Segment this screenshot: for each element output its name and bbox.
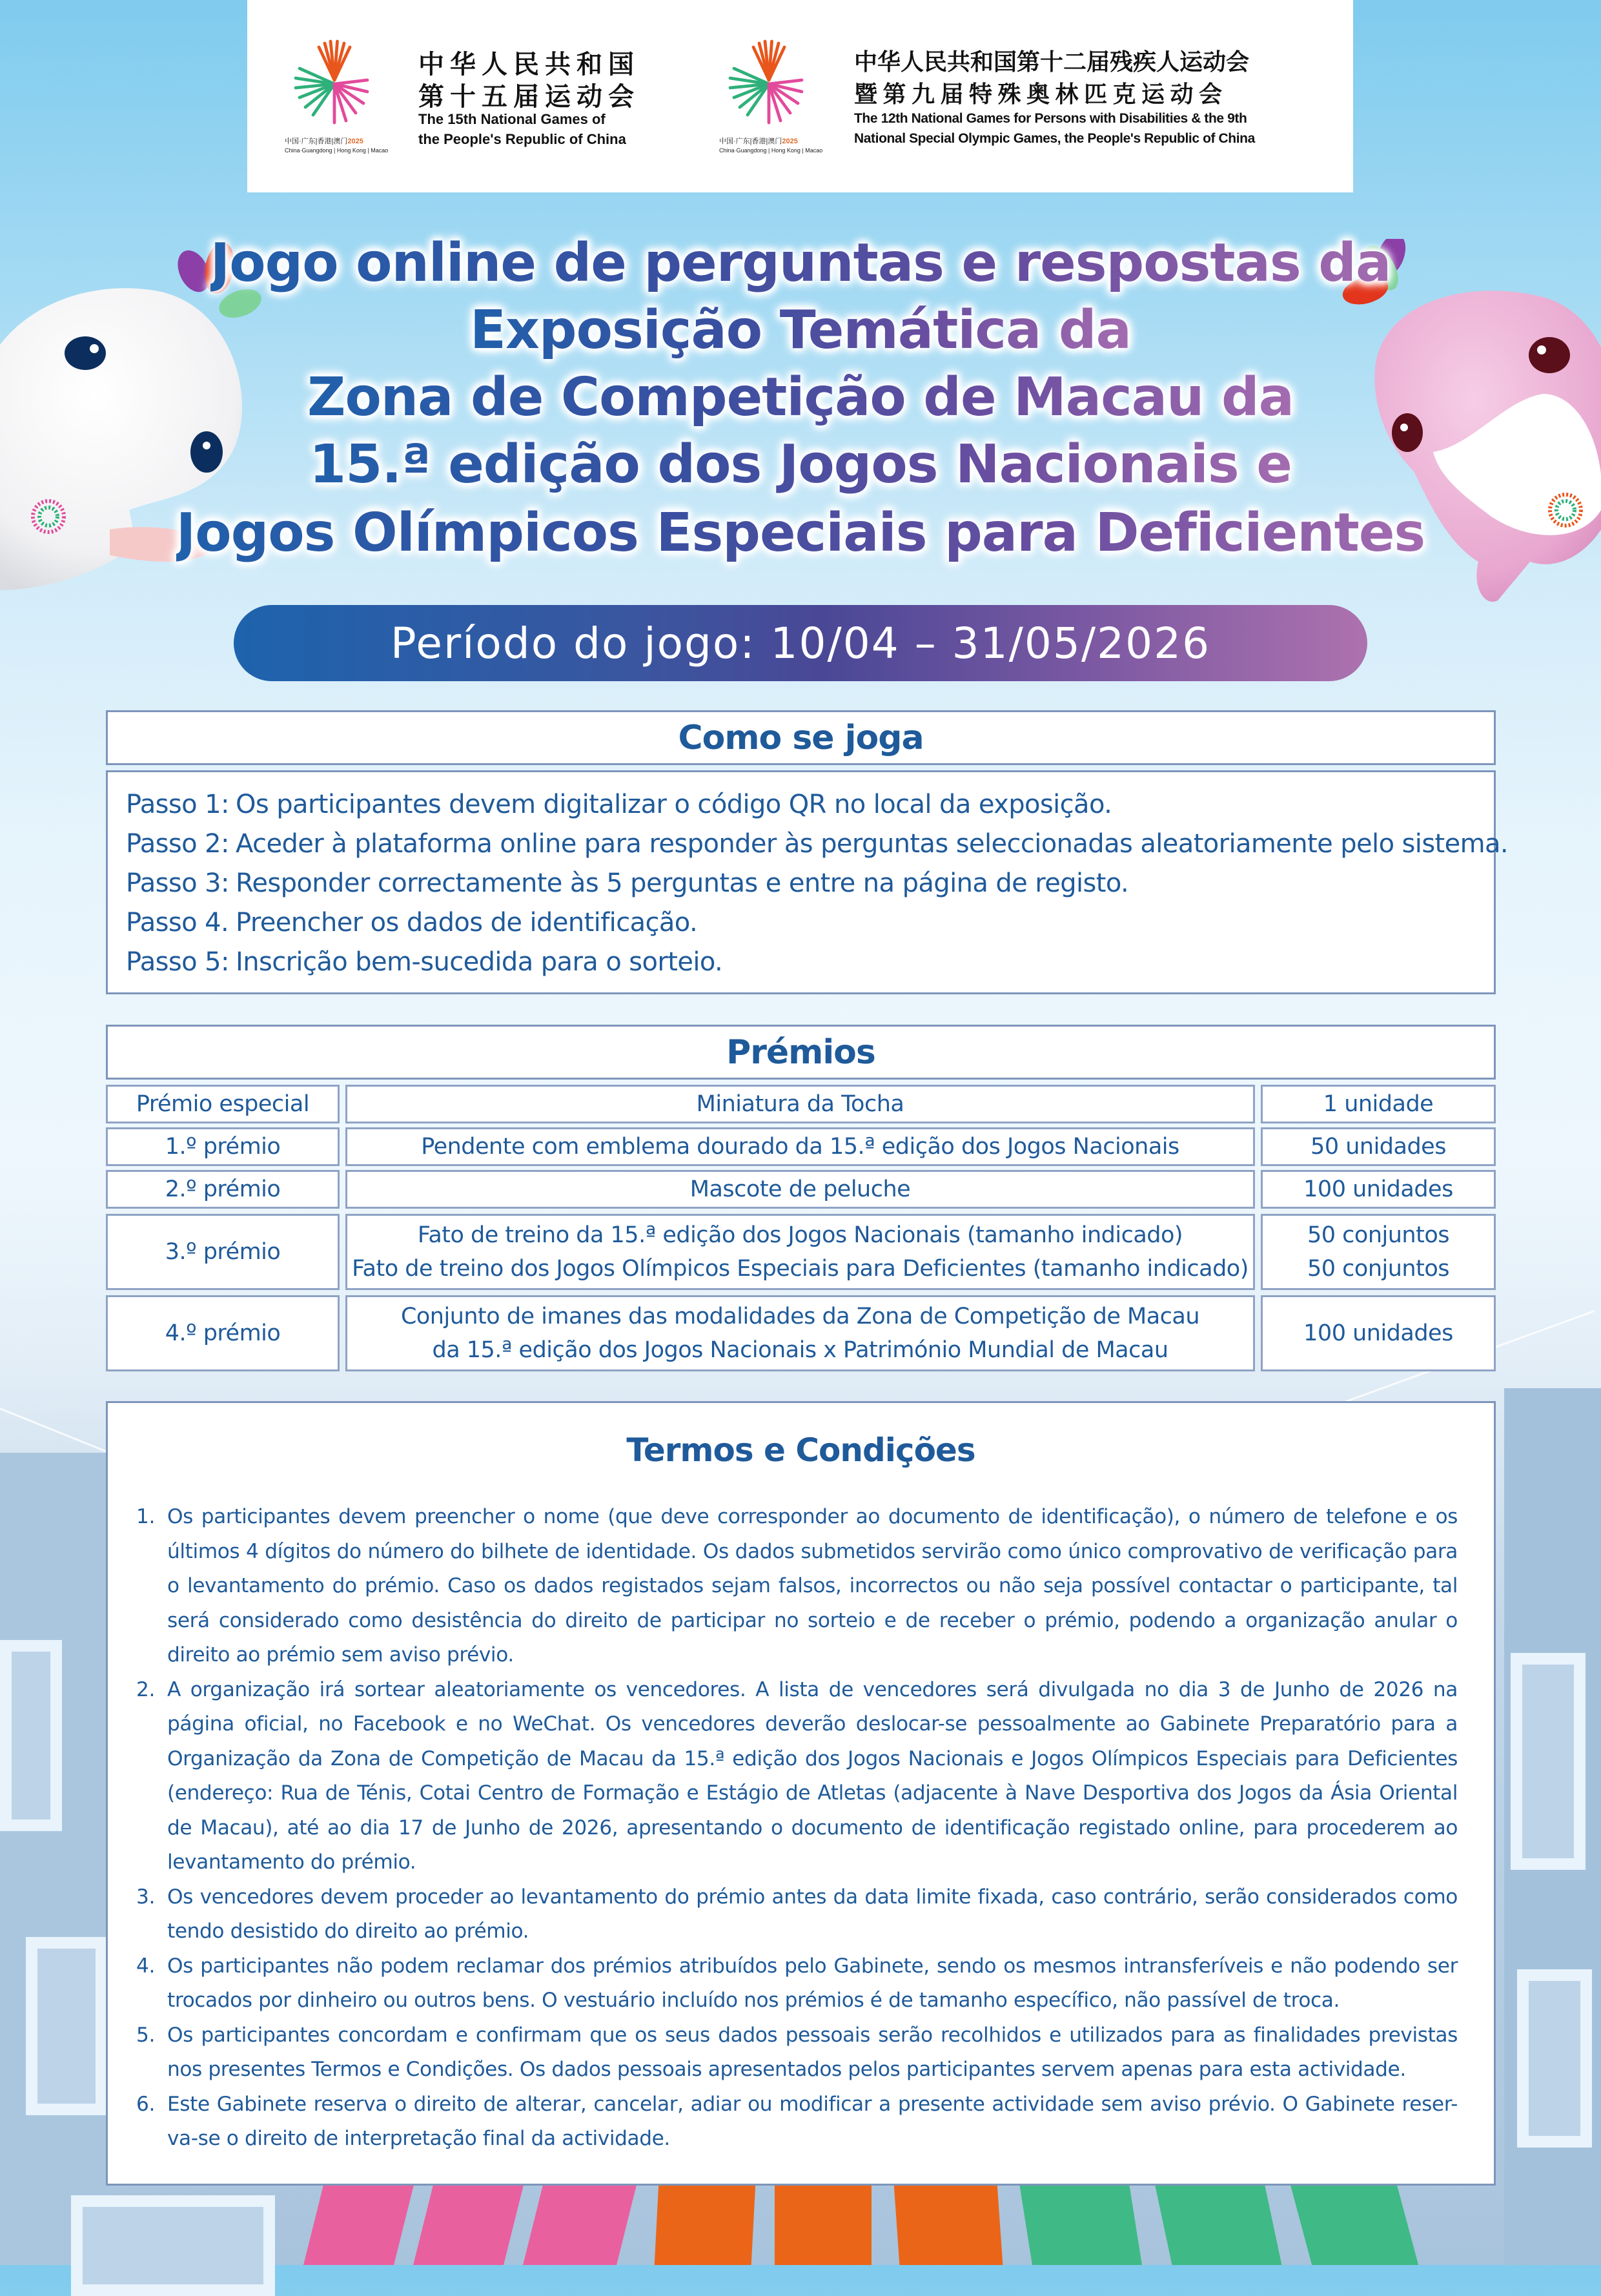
title-line-4: 15.ª edição dos Jogos Nacionais e xyxy=(309,434,1292,495)
logo-title-en-line2: National Special Olympic Games, the People's Republic of China xyxy=(854,131,1255,146)
title-line-2: Exposição Temática da xyxy=(470,300,1131,361)
terms-list xyxy=(134,1500,1458,2157)
terms-item: 1. Os participantes devem preencher o nome (que deve corresponder ao documento de identificação), o número de telefone e os últimos 4 dígitos do número do bilhete de identidade. Os dados submetidos servirão como único comprovativo de verificação para o levantamento do prémio. Caso os dados registados sejam falsos, incorrectos ou não seja possível contactar o participante, tal será considerado como desistência do direito de participar no sorteio e de receber o prémio, podendo a organização anular o direito ao prémio sem aviso prévio. xyxy=(136,1505,1458,1666)
game-period-text: Período do jogo: 10/04 – 31/05/2026 xyxy=(390,618,1211,668)
terms-item: 6. Este Gabinete reserva o direito de alterar, cancelar, adiar ou modificar a presente actividade sem aviso prévio. O Gabinete reser-va-se o direito de interpretação final da actividade. xyxy=(136,2092,1458,2150)
prize-quantity: 1 unidade xyxy=(1261,1085,1496,1123)
step-item: Passo 5: Inscrição bem-sucedida para o sorteio. xyxy=(126,947,723,977)
prize-rank: Prémio especial xyxy=(106,1085,340,1123)
how-to-play-heading: Como se joga xyxy=(678,718,924,757)
prize-quantity: 50 conjuntos 50 conjuntos xyxy=(1261,1214,1496,1290)
prize-quantity: 100 unidades xyxy=(1261,1295,1496,1371)
prizes-header xyxy=(106,1025,1496,1080)
prize-rank: 2.º prémio xyxy=(106,1170,340,1209)
logo-title-en-line1: The 15th National Games of xyxy=(418,111,606,127)
prize-item: Pendente com emblema dourado da 15.ª edição dos Jogos Nacionais xyxy=(345,1127,1255,1166)
terms-heading: Termos e Condições xyxy=(626,1431,975,1469)
logo-title-cn-line1: 中华人民共和国 xyxy=(418,50,640,79)
step-item: Passo 2: Aceder à plataforma online para responder às perguntas seleccionadas aleatoriamente pelo sistema. xyxy=(126,829,1509,859)
prize-item: Miniatura da Tocha xyxy=(345,1085,1255,1123)
step-item: Passo 1: Os participantes devem digitalizar o código QR no local da exposição. xyxy=(126,790,1112,819)
bg-window-right xyxy=(1511,1653,1586,1870)
bg-window-left xyxy=(0,1640,62,1831)
logo-title-cn-line2: 暨第九届特殊奥林匹克运动会 xyxy=(854,81,1228,108)
terms-item: 2. A organização irá sortear aleatoriamente os vencedores. A lista de vencedores será divulgada no dia 3 de Junho de 2026 na página oficial, no Facebook e no WeChat. Os vencedores deverão deslocar-se pessoalmente ao Gabinete Preparatório para a Organização da Zona de Competição de Macau da 15.ª edição dos Jogos Nacionais e Jogos Olímpicos Especiais para Deficientes (endereço: Rua de Ténis, Cotai Centro de Formação e Estágio de Atletas (adjacente à Nave Desportiva dos Jogos da Ásia Oriental de Macau), até ao dia 17 de Junho de 2026, apresentando o documento de identificação registado online, para procederem ao levantamento do prémio. xyxy=(136,1677,1458,1874)
bg-window-bottom-left xyxy=(71,2195,275,2296)
step-item: Passo 3: Responder correctamente às 5 perguntas e entre na página de registo. xyxy=(126,868,1129,898)
logo-title-cn-line1: 中华人民共和国第十二届残疾人运动会 xyxy=(854,49,1250,76)
game-period-banner xyxy=(234,605,1367,681)
prize-item: Conjunto de imanes das modalidades da Zona de Competição de Macau da 15.ª edição dos Jogos Nacionais x Património Mundial de Macau xyxy=(345,1295,1255,1371)
bg-building-left xyxy=(0,1453,110,2265)
terms-item: 3. Os vencedores devem proceder ao levantamento do prémio antes da data limite fixada, caso contrário, serão considerados como tendo desistido do direito ao prémio. xyxy=(136,1885,1458,1943)
prize-item: Mascote de peluche xyxy=(345,1170,1255,1209)
terms-panel xyxy=(106,1401,1496,2186)
logo-title-cn-line2: 第十五届运动会 xyxy=(418,82,640,112)
logo-header xyxy=(247,0,1353,192)
prize-quantity: 50 unidades xyxy=(1261,1127,1496,1166)
how-to-play-steps xyxy=(106,770,1509,994)
games-emblem-icon xyxy=(286,37,383,134)
how-to-play-header xyxy=(106,710,1496,765)
games-emblem-icon xyxy=(720,37,817,134)
prize-rank: 1.º prémio xyxy=(106,1127,340,1166)
prize-item: Fato de treino da 15.ª edição dos Jogos Nacionais (tamanho indicado) Fato de treino dos Jogos Olímpicos Especiais para Deficientes (tamanho indicado) xyxy=(345,1214,1255,1290)
prize-rank: 3.º prémio xyxy=(106,1214,340,1290)
terms-item: 5. Os participantes concordam e confirmam que os seus dados pessoais serão recolhidos e utilizados para as finalidades previstas nos presentes Termos e Condições. Os dados pessoais apresentados pelos participantes servem apenas para esta actividade. xyxy=(136,2023,1458,2081)
title-line-3: Zona de Competição de Macau da xyxy=(307,367,1294,428)
emblem-caption: 中国·广东|香港|澳门2025 China·Guangdong | Hong Kong | Macao xyxy=(285,138,389,154)
prize-quantity: 100 unidades xyxy=(1261,1170,1496,1209)
title-line-1: Jogo online de perguntas e respostas da xyxy=(210,232,1391,294)
title-line-5: Jogos Olímpicos Especiais para Deficientes xyxy=(176,502,1425,564)
step-item: Passo 4. Preencher os dados de identificação. xyxy=(126,908,698,938)
prize-rank: 4.º prémio xyxy=(106,1295,340,1371)
logo-title-en-line1: The 12th National Games for Persons with Disabilities & the 9th xyxy=(854,111,1247,126)
emblem-caption: 中国·广东|香港|澳门2025 China·Guangdong | Hong Kong | Macao xyxy=(719,138,823,154)
logo-title-en-line2: the People's Republic of China xyxy=(418,131,626,147)
bg-window-right-lower xyxy=(1517,1969,1592,2147)
prizes-heading: Prémios xyxy=(726,1032,875,1072)
terms-item: 4. Os participantes não podem reclamar dos prémios atribuídos pelo Gabinete, sendo os mesmos intransferíveis e não podendo ser trocados por dinheiro ou outros bens. O vestuário incluído nos prémios é de tamanho específico, não passível de troca. xyxy=(136,1954,1458,2012)
bg-window-left-lower xyxy=(26,1937,107,2115)
